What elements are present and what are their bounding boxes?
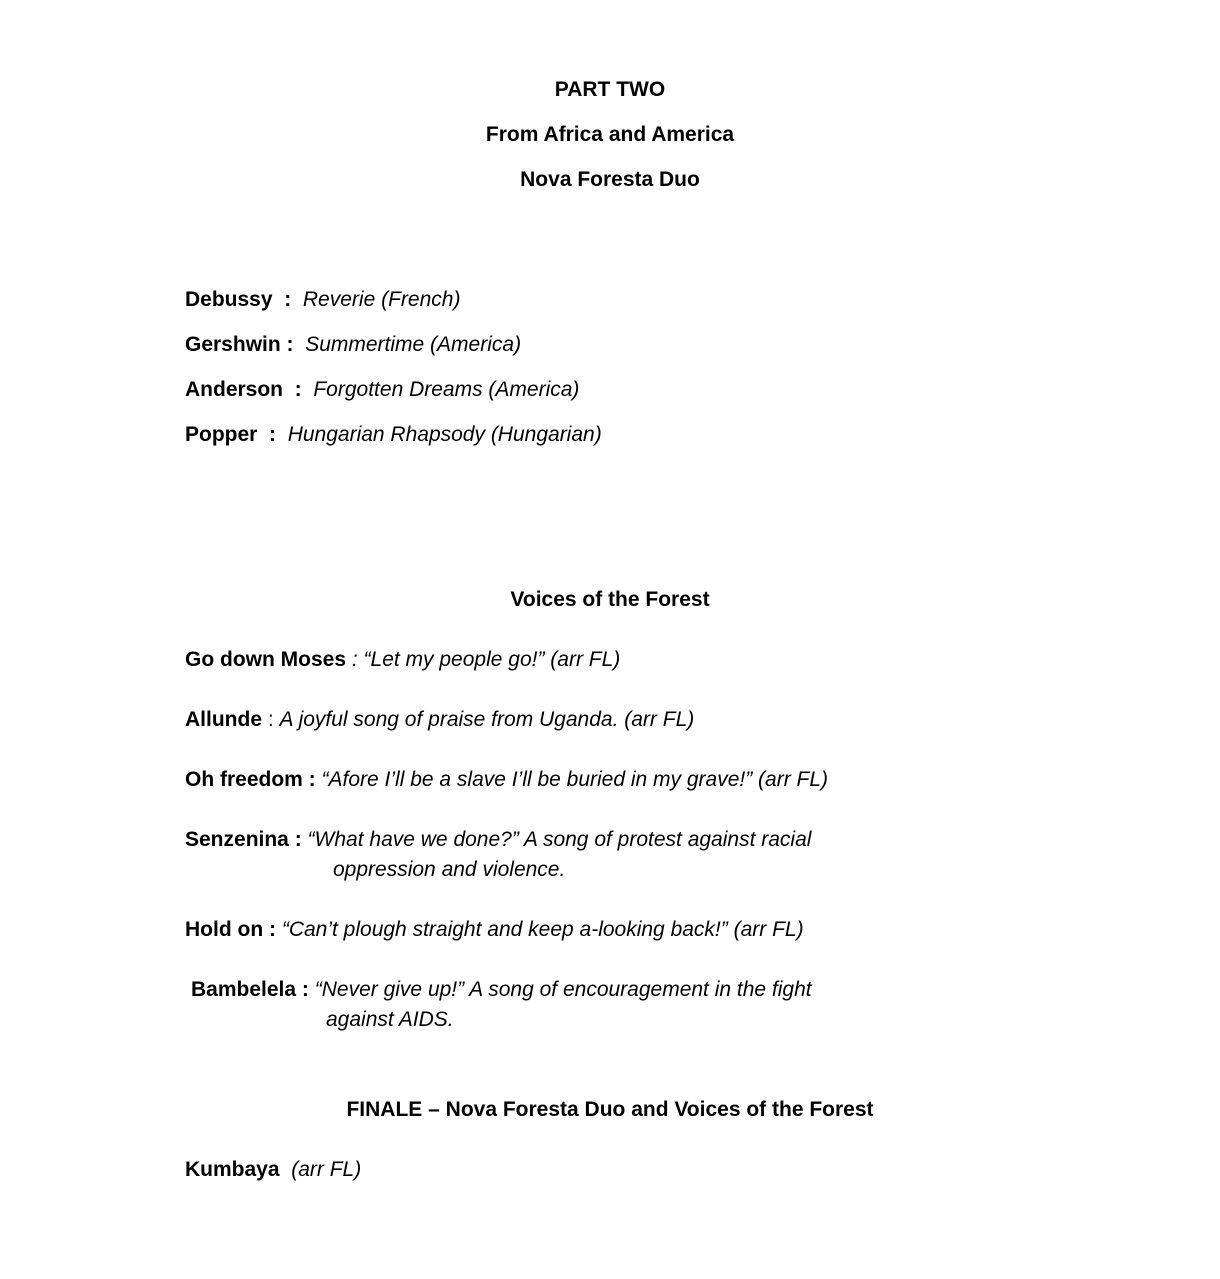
separator: : [257, 423, 288, 446]
song-description: (arr FL) [291, 1158, 362, 1181]
song-title: Bambelela : [191, 978, 309, 1001]
program-item-debussy [185, 287, 460, 313]
song-item-go-down-moses [185, 647, 620, 673]
song-description-continued: oppression and violence. [333, 858, 566, 881]
composer-name: Popper [185, 423, 258, 446]
program-item-gershwin [185, 332, 521, 358]
program-item-popper [185, 422, 602, 448]
song-description: “What have we done?” A song of protest against racial [307, 828, 812, 851]
song-title: Hold on : [185, 918, 276, 941]
part-heading: PART TWO [554, 78, 666, 101]
separator: : [346, 648, 364, 671]
song-description: “Never give up!” A song of encouragement in the fight [314, 978, 812, 1001]
program-item-anderson [185, 377, 579, 403]
song-item-hold-on [185, 917, 804, 943]
song-title: Allunde [185, 708, 262, 731]
performer-heading: Nova Foresta Duo [520, 168, 700, 191]
song-description: “Can’t plough straight and keep a-looking back!” (arr FL) [281, 918, 804, 941]
piece-title: Reverie (French) [302, 288, 461, 311]
choir-heading: Voices of the Forest [510, 588, 710, 611]
separator: : [280, 333, 306, 356]
song-item-oh-freedom [185, 767, 828, 793]
song-title: Senzenina : [185, 828, 302, 851]
separator: : [262, 708, 280, 731]
finale-item-kumbaya [185, 1157, 361, 1183]
composer-name: Gershwin [185, 333, 281, 356]
finale-heading: FINALE – Nova Foresta Duo and Voices of the Forest [346, 1098, 874, 1121]
song-description-continued: against AIDS. [326, 1008, 454, 1031]
composer-name: Debussy [185, 288, 273, 311]
piece-title: Summertime (America) [305, 333, 522, 356]
separator: : [272, 288, 303, 311]
composer-name: Anderson [185, 378, 284, 401]
separator: : [283, 378, 314, 401]
song-item-senzenina [185, 827, 811, 853]
song-description: “Let my people go!” (arr FL) [363, 648, 621, 671]
piece-title: Hungarian Rhapsody (Hungarian) [287, 423, 602, 446]
song-item-allunde [185, 707, 694, 733]
program-subtitle: From Africa and America [485, 123, 735, 146]
song-title: Kumbaya [185, 1158, 280, 1181]
piece-title: Forgotten Dreams (America) [313, 378, 580, 401]
song-title: Oh freedom : [185, 768, 316, 791]
song-description: A joyful song of praise from Uganda. (arr FL) [279, 708, 695, 731]
song-title: Go down Moses [185, 648, 347, 671]
song-description: “Afore I’ll be a slave I’ll be buried in my grave!” (arr FL) [321, 768, 829, 791]
song-item-bambelela [191, 977, 812, 1003]
separator [280, 1158, 292, 1181]
